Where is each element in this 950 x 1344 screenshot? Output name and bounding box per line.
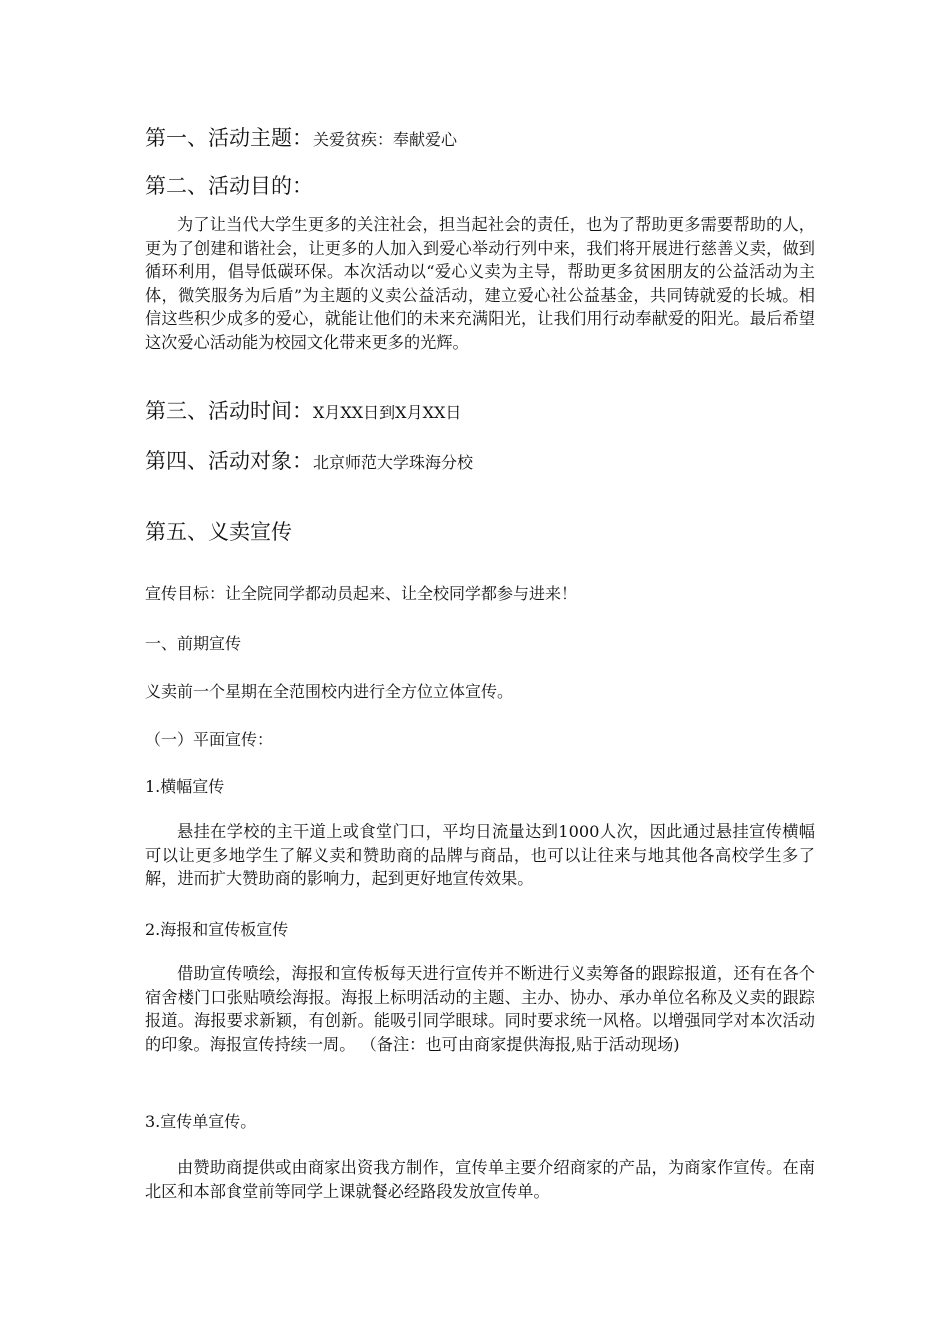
activity-target-value: 北京师范大学珠海分校 (313, 453, 474, 472)
flyer-promotion-heading: 3.宣传单宣传。 (145, 1112, 257, 1131)
poster-promotion-heading: 2.海报和宣传板宣传 (145, 920, 289, 939)
activity-time-label: 第三、活动时间： (145, 399, 313, 423)
promotion-goal: 宣传目标：让全院同学都动员起来、让全校同学都参与进来！ (145, 584, 578, 603)
activity-theme-value: 关爱贫疾：奉献爱心 (313, 130, 458, 149)
banner-promotion-paragraph: 悬挂在学校的主干道上或食堂门口，平均日流量达到1000人次，因此通过悬挂宣传横幅可以让更多地学生了解义卖和赞助商的品牌与商品，也可以让往来与地其他各高校学生多了解，进而扩大赞助商的影响力，起到更好地宣传效果。 (145, 822, 815, 888)
activity-purpose-label: 第二、活动目的： (145, 174, 313, 198)
early-promotion-heading: 一、前期宣传 (145, 634, 242, 653)
activity-purpose-paragraph: 为了让当代大学生更多的关注社会，担当起社会的责任，也为了帮助更多需要帮助的人，更为了创建和谐社会，让更多的人加入到爱心举动行列中来，我们将开展进行慈善义卖，做到循环利用，倡导低碳环保。本次活动以“爱心义卖为主导，帮助更多贫困朋友的公益活动为主体，微笑服务为后盾”为主题的义卖公益活动，建立爱心社公益基金，共同铸就爱的长城。相信这些积少成多的爱心，就能让他们的未来充满阳光，让我们用行动奉献爱的阳光。最后希望这次爱心活动能为校园文化带来更多的光辉。 (145, 215, 815, 352)
promotion-heading: 第五、义卖宣传 (145, 520, 292, 544)
banner-promotion-heading: 1.横幅宣传 (145, 777, 225, 796)
poster-promotion-paragraph: 借助宣传喷绘，海报和宣传板每天进行宣传并不断进行义卖筹备的跟踪报道，还有在各个宿舍楼门口张贴喷绘海报。海报上标明活动的主题、主办、协办、承办单位名称及义卖的跟踪报道。海报要求新颖，有创新。能吸引同学眼球。同时要求统一风格。以增强同学对本次活动的印象。海报宣传持续一周。 （备注：也可由商家提供海报,贴于活动现场) (145, 964, 815, 1054)
activity-target-label: 第四、活动对象： (145, 449, 313, 473)
activity-time-line (145, 397, 815, 427)
print-promotion-heading: （一）平面宣传： (145, 730, 274, 749)
activity-theme-line (145, 124, 815, 154)
flyer-promotion-paragraph: 由赞助商提供或由商家出资我方制作，宣传单主要介绍商家的产品，为商家作宣传。在南北区和本部食堂前等同学上课就餐必经路段发放宣传单。 (145, 1158, 815, 1201)
activity-purpose-heading (145, 172, 815, 200)
activity-time-value: X月XX日到X月XX日 (313, 403, 462, 422)
activity-theme-label: 第一、活动主题： (145, 126, 313, 150)
early-promotion-text: 义卖前一个星期在全范围校内进行全方位立体宣传。 (145, 682, 514, 701)
activity-target-line (145, 447, 815, 477)
